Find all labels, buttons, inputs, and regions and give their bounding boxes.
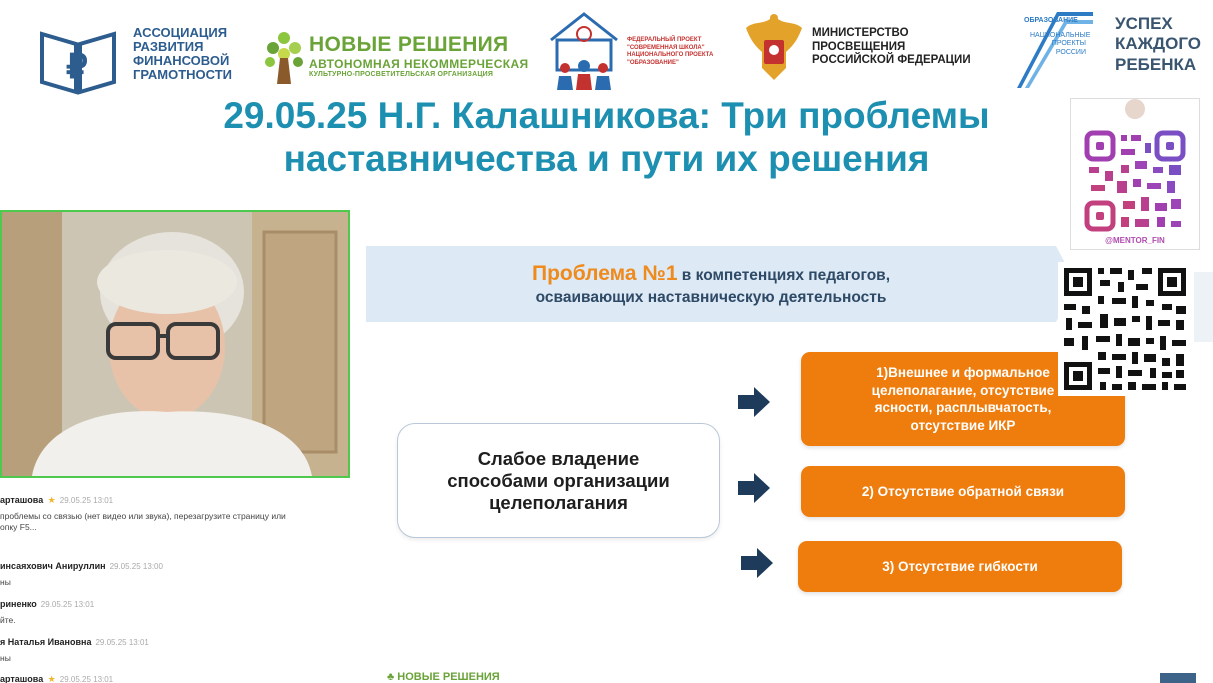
fed-project-text: ФЕДЕРАЛЬНЫЙ ПРОЕКТ "СОВРЕМЕННАЯ ШКОЛА" НАЦИОНАЛЬНОГО ПРОЕКТА "ОБРАЗОВАНИЕ"	[627, 37, 714, 66]
national-projects-top: ОБРАЗОВАНИЕ	[1024, 17, 1078, 24]
cause-item-1: 1)Внешнее и формальное целеполагание, отсутствие ясности, расплывчатость, отсутствие ИКР	[801, 352, 1125, 446]
chat-message	[0, 594, 350, 626]
weak-skill-text: Слабое владение способами организации целеполагания	[447, 448, 670, 514]
school-logo-icon	[545, 10, 623, 90]
chat-time: 29.05.25 13:01	[95, 638, 149, 647]
chat-author: инсаяхович Анируллин	[0, 561, 106, 571]
slide-edge-block	[1194, 272, 1213, 342]
problem-heading-line2: осваивающих наставническую деятельность	[535, 289, 887, 306]
novye-resheniya-subtitle2: КУЛЬТУРНО-ПРОСВЕТИТЕЛЬСКАЯ ОРГАНИЗАЦИЯ	[309, 71, 494, 78]
chat-author: я Наталья Ивановна	[0, 637, 92, 647]
instagram-handle: @MENTOR_FIN	[1105, 236, 1165, 245]
chat-author: артaшова	[0, 674, 44, 683]
cause-item-2: 2) Отсутствие обратной связи	[801, 466, 1125, 517]
arrow-right-icon	[738, 473, 770, 503]
chat-message	[0, 632, 350, 664]
chat-author: артaшова	[0, 495, 44, 505]
chat-text: ны	[0, 577, 11, 587]
tree-logo-icon	[262, 28, 306, 86]
coat-of-arms-icon	[742, 8, 806, 84]
arrow-right-icon	[741, 548, 773, 578]
novye-resheniya-title: НОВЫЕ РЕШЕНИЯ	[309, 33, 509, 56]
star-icon: ★	[47, 495, 56, 505]
problem-heading: Проблема №1 в компетенциях педагогов,	[531, 262, 891, 285]
tree-logo-small-icon: ♣	[387, 671, 395, 683]
qr-code-icon	[1058, 262, 1194, 396]
slide-footer-logo: ♣ НОВЫЕ РЕШЕНИЯ	[387, 671, 500, 683]
chat-text: ны	[0, 653, 11, 663]
assoc-logo-text: АССОЦИАЦИЯ РАЗВИТИЯ ФИНАНСОВОЙ ГРАМОТНОСТИ	[133, 25, 233, 83]
chat-panel[interactable]	[0, 482, 353, 683]
novye-resheniya-subtitle: АВТОНОМНАЯ НЕКОММЕРЧЕСКАЯ	[309, 57, 529, 71]
ministry-text: МИНИСТЕРСТВО ПРОСВЕЩЕНИЯ РОССИЙСКОЙ ФЕДЕРАЦИИ	[812, 27, 971, 67]
slide-corner-block	[1160, 673, 1196, 683]
chat-text: йте.	[0, 615, 16, 625]
chat-author: риненко	[0, 599, 37, 609]
uspeh-logo-text: УСПЕХ КАЖДОГО РЕБЕНКА	[1115, 14, 1201, 74]
chat-text: проблемы со связью (нет видео или звука), перезагрузите страницу или опку F5...	[0, 511, 286, 533]
chat-time: 29.05.25 13:01	[40, 600, 95, 609]
chat-message	[0, 669, 350, 683]
chat-message	[0, 556, 350, 588]
qr-code[interactable]	[1058, 262, 1194, 396]
assoc-logo-icon	[38, 28, 118, 96]
speaker-video[interactable]	[0, 210, 350, 478]
chat-message	[0, 490, 350, 534]
instagram-qr-panel[interactable]	[1070, 98, 1200, 250]
national-projects-text: НАЦИОНАЛЬНЫЕ ПРОЕКТЫ РОССИИ	[1030, 32, 1091, 56]
chat-time: 29.05.25 13:00	[109, 562, 163, 571]
star-icon: ★	[47, 674, 56, 683]
arrow-right-icon	[738, 387, 770, 417]
svg-text:₽: ₽	[66, 48, 88, 86]
chat-time: 29.05.25 13:01	[59, 496, 114, 505]
cause-item-3: 3) Отсутствие гибкости	[798, 541, 1122, 592]
speaker-video-frame-icon	[2, 212, 348, 476]
chat-time: 29.05.25 13:01	[59, 675, 114, 683]
instagram-qr-icon	[1071, 99, 1199, 249]
page-title: 29.05.25 Н.Г. Калашникова: Три проблемы наставничества и пути их решения	[223, 95, 990, 179]
